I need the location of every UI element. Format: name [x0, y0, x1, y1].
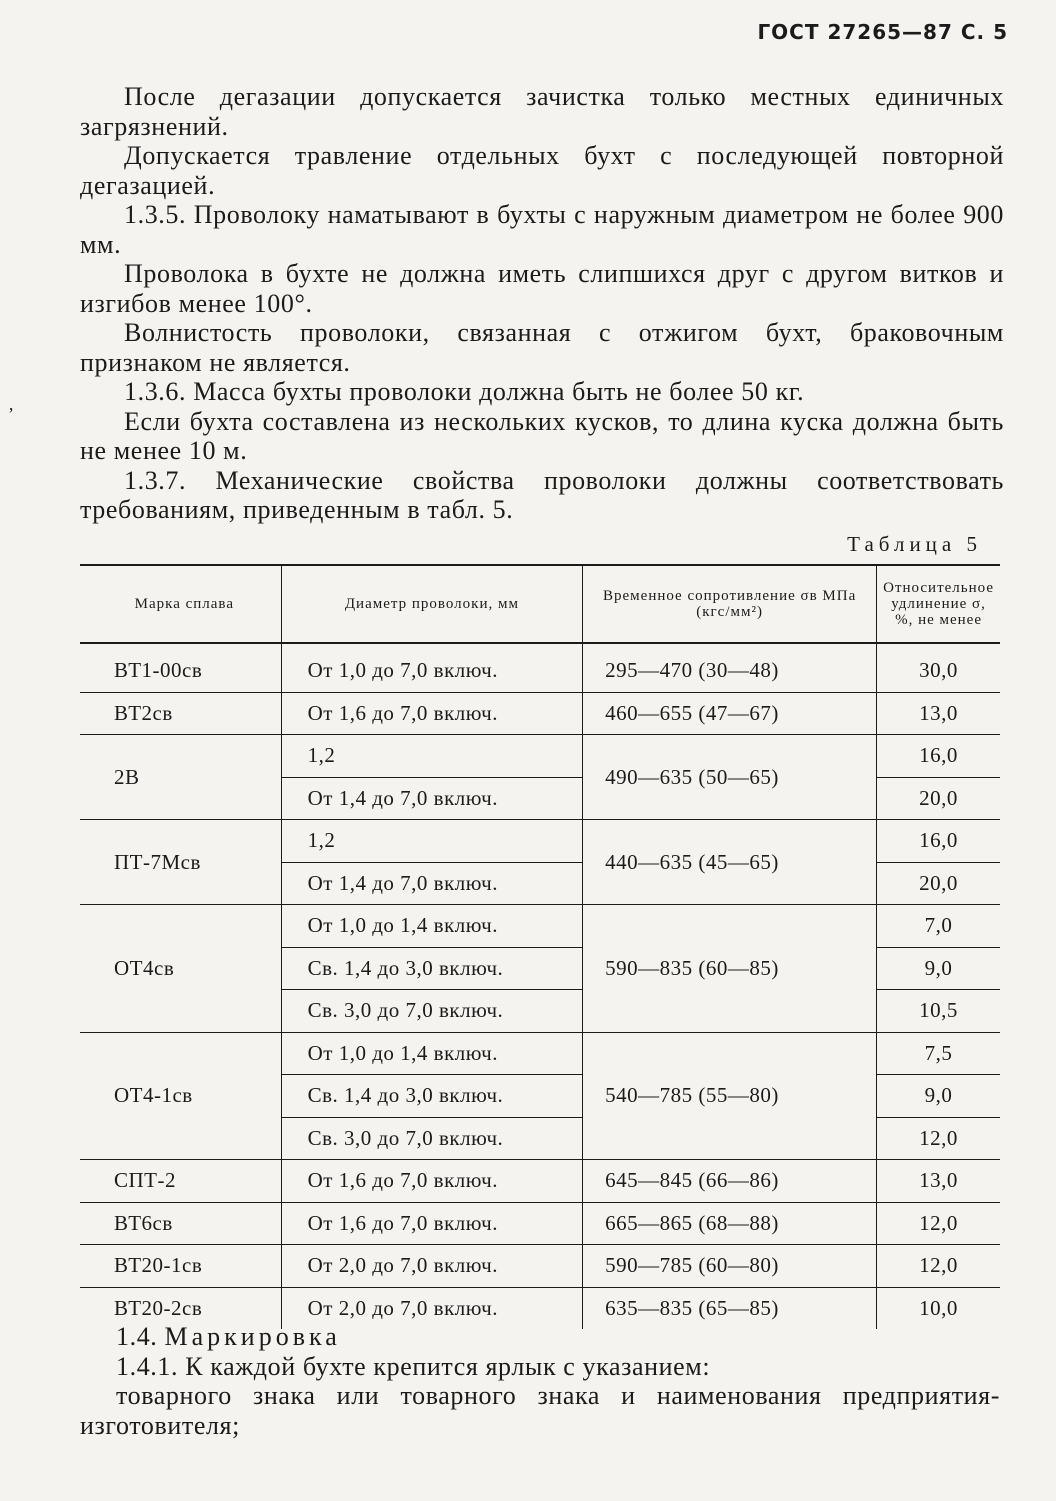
body-text	[80, 82, 1004, 525]
alloy-cell: ОТ4-1св	[114, 1083, 193, 1108]
elongation-cell: 7,5	[877, 1032, 1000, 1075]
strength-cell: 635—835 (65—85)	[583, 1287, 877, 1329]
header-diameter: Диаметр проволоки, мм	[281, 565, 583, 643]
diameter-cell: Св. 3,0 до 7,0 включ.	[281, 990, 583, 1033]
table-row	[80, 1160, 1000, 1203]
diameter-cell: От 2,0 до 7,0 включ.	[281, 1245, 583, 1288]
strength-cell: 295—470 (30—48)	[583, 650, 877, 692]
elongation-cell: 13,0	[877, 692, 1000, 735]
paragraph: 1.4.1. К каждой бухте крепится ярлык с указанием:	[116, 1351, 711, 1381]
alloy-cell: 2В	[114, 764, 140, 789]
alloy-cell: ПТ-7Мсв	[114, 849, 201, 874]
elongation-cell: 7,0	[877, 905, 1000, 948]
section-heading	[80, 1322, 1000, 1352]
diameter-cell: От 1,0 до 1,4 включ.	[281, 905, 583, 948]
table-row	[80, 1202, 1000, 1245]
strength-cell: 590—835 (60—85)	[583, 905, 877, 1033]
table-row	[80, 820, 1000, 863]
table-row	[80, 735, 1000, 778]
paragraph: Волнистость проволоки, связанная с отжигом бухт, браковочным признаком не является.	[80, 318, 1004, 377]
header-strength: Временное сопротивление σв МПа (кгс/мм²)	[583, 565, 877, 643]
paragraph: После дегазации допускается зачистка только местных единичных загрязнений.	[80, 82, 1004, 141]
header-alloy: Марка сплава	[80, 565, 281, 643]
diameter-cell: От 1,6 до 7,0 включ.	[281, 1202, 583, 1245]
header-elongation: Относительное удлинение σ, %, не менее	[877, 565, 1000, 643]
diameter-cell: От 2,0 до 7,0 включ.	[281, 1287, 583, 1329]
section-number: 1.4.	[116, 1322, 158, 1351]
elongation-cell: 13,0	[877, 1160, 1000, 1203]
strength-cell: 490—635 (50—65)	[583, 735, 877, 820]
strength-cell: 440—635 (45—65)	[583, 820, 877, 905]
elongation-cell: 20,0	[877, 862, 1000, 905]
diameter-cell: Св. 1,4 до 3,0 включ.	[281, 1075, 583, 1118]
paragraph: 1.3.5. Проволоку наматывают в бухты с наружным диаметром не более 900 мм.	[80, 200, 1004, 259]
elongation-cell: 16,0	[877, 820, 1000, 863]
alloy-cell: ВТ1-00св	[114, 658, 203, 683]
elongation-cell: 10,5	[877, 990, 1000, 1033]
alloy-cell: ОТ4св	[114, 955, 175, 980]
elongation-cell: 9,0	[877, 1075, 1000, 1118]
table-caption: Таблица 5	[847, 532, 982, 556]
paragraph: Проволока в бухте не должна иметь слипшихся друг с другом витков и изгибов менее 100°.	[80, 259, 1004, 318]
alloy-cell: ВТ2св	[114, 700, 173, 725]
diameter-cell: 1,2	[281, 820, 583, 863]
diameter-cell: От 1,6 до 7,0 включ.	[281, 692, 583, 735]
elongation-cell: 12,0	[877, 1245, 1000, 1288]
table-row	[80, 1032, 1000, 1075]
alloy-cell: СПТ-2	[114, 1168, 176, 1193]
strength-cell: 590—785 (60—80)	[583, 1245, 877, 1288]
paragraph: Допускается травление отдельных бухт с последующей повторной дегазацией.	[80, 141, 1004, 200]
elongation-cell: 20,0	[877, 777, 1000, 820]
section-title: Маркировка	[164, 1322, 341, 1351]
margin-mark: ’	[8, 404, 14, 424]
table-row	[80, 650, 1000, 692]
table-row	[80, 692, 1000, 735]
paragraph: товарного знака или товарного знака и наименования предприятия-изготовителя;	[80, 1381, 1000, 1440]
table-5	[80, 564, 1000, 1329]
paragraph: 1.3.7. Механические свойства проволоки должны соответствовать требованиям, приведенным в табл. 5.	[80, 465, 1004, 524]
elongation-cell: 12,0	[877, 1117, 1000, 1160]
diameter-cell: От 1,6 до 7,0 включ.	[281, 1160, 583, 1203]
alloy-cell: ВТ20-2св	[114, 1295, 203, 1320]
diameter-cell: 1,2	[281, 735, 583, 778]
diameter-cell: От 1,0 до 7,0 включ.	[281, 650, 583, 692]
diameter-cell: Св. 3,0 до 7,0 включ.	[281, 1117, 583, 1160]
strength-cell: 645—845 (66—86)	[583, 1160, 877, 1203]
table-row	[80, 1245, 1000, 1288]
diameter-cell: Св. 1,4 до 3,0 включ.	[281, 947, 583, 990]
strength-cell: 540—785 (55—80)	[583, 1032, 877, 1160]
elongation-cell: 10,0	[877, 1287, 1000, 1329]
strength-cell: 460—655 (47—67)	[583, 692, 877, 735]
strength-cell: 665—865 (68—88)	[583, 1202, 877, 1245]
page-header: ГОСТ 27265—87 С. 5	[757, 20, 1008, 44]
paragraph: Если бухта составлена из нескольких кусков, то длина куска должна быть не менее 10 м.	[80, 406, 1004, 465]
elongation-cell: 30,0	[877, 650, 1000, 692]
elongation-cell: 16,0	[877, 735, 1000, 778]
diameter-cell: От 1,4 до 7,0 включ.	[281, 777, 583, 820]
table-header-row	[80, 565, 1000, 643]
paragraph: 1.3.6. Масса бухты проволоки должна быть не более 50 кг.	[124, 377, 805, 406]
section-marking	[80, 1322, 1000, 1440]
diameter-cell: От 1,0 до 1,4 включ.	[281, 1032, 583, 1075]
alloy-cell: ВТ6св	[114, 1210, 173, 1235]
diameter-cell: От 1,4 до 7,0 включ.	[281, 862, 583, 905]
elongation-cell: 9,0	[877, 947, 1000, 990]
table-row	[80, 905, 1000, 948]
alloy-cell: ВТ20-1св	[114, 1253, 203, 1278]
elongation-cell: 12,0	[877, 1202, 1000, 1245]
